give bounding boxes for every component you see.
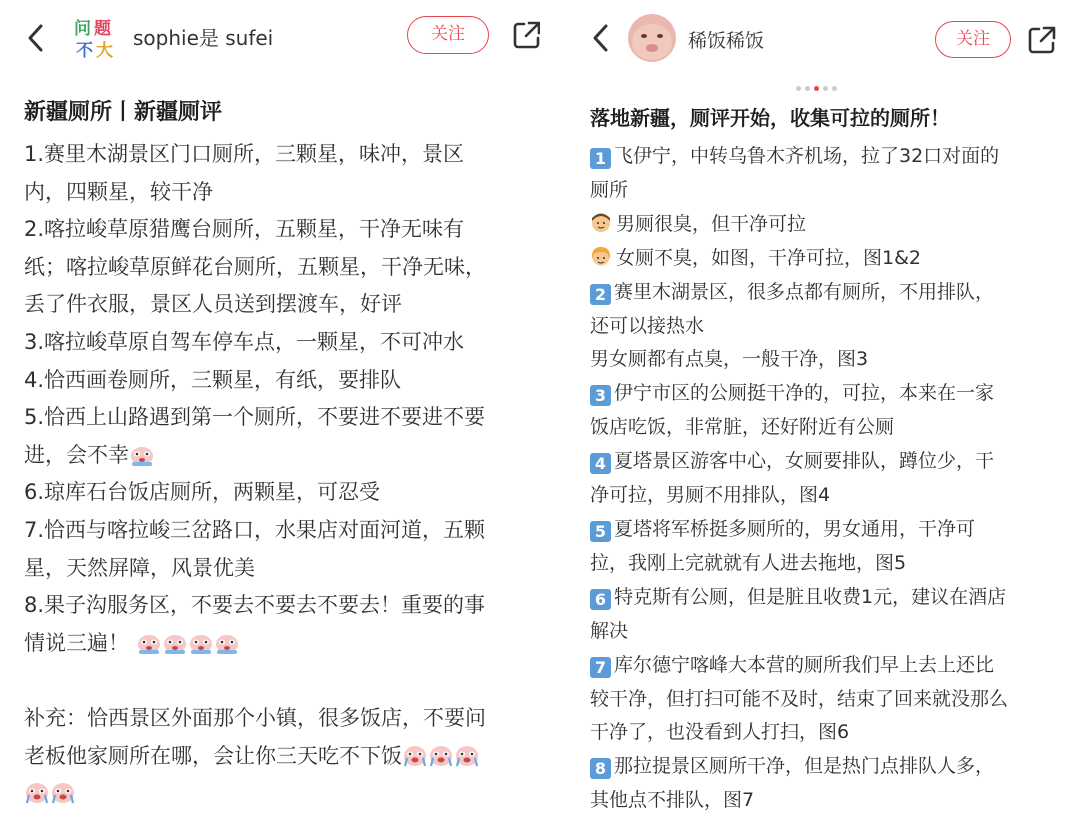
post-title: 新疆厕所丨新疆厕评: [24, 100, 223, 125]
post-line: [590, 377, 1008, 411]
post-line: 其他点不排队，图7: [590, 789, 755, 812]
post-line-text: 库尔德宁喀峰大本营的厕所我们早上去上还比: [614, 653, 995, 676]
post-line: 解决: [590, 619, 629, 642]
avatar[interactable]: [68, 10, 122, 64]
crying-face-emoji-icon: [454, 742, 480, 768]
post-line: 4.恰西画卷厕所，三颗星，有纸，要排队: [24, 367, 402, 392]
man-emoji-icon: [590, 211, 612, 233]
avatar[interactable]: [628, 14, 676, 62]
post-line: [590, 581, 1008, 615]
carousel-dot: [796, 86, 801, 91]
back-arrow-icon[interactable]: [24, 18, 46, 58]
post-line-text: 特克斯有公厕，但是脏且收费1元，建议在酒店: [614, 585, 1007, 608]
post-line: 星，天然屏障，风景优美: [24, 555, 255, 580]
carousel-dot: [805, 86, 810, 91]
crying-face-emoji-icon: [188, 629, 214, 655]
post-line: [590, 140, 1008, 174]
post-line: 8.果子沟服务区，不要去不要去不要去！重要的事: [24, 593, 486, 618]
post-line: 2.喀拉峻草原猎鹰台厕所，五颗星，干净无味有: [24, 217, 465, 242]
post-line: [24, 437, 486, 475]
svg-text:问: 问: [74, 19, 91, 39]
post-body: [24, 136, 486, 813]
crying-face-emoji-icon: [129, 441, 155, 467]
post-line-blank: [24, 662, 486, 700]
number-badge-icon: 3: [590, 385, 611, 406]
post-line: 1.赛里木湖景区门口厕所，三颗星，味冲，景区: [24, 142, 465, 166]
carousel-dot: [823, 86, 828, 91]
carousel-dot: [832, 86, 837, 91]
back-arrow-icon[interactable]: [589, 18, 611, 58]
post-line: 还可以接热水: [590, 314, 705, 337]
number-badge-icon: 1: [590, 148, 611, 169]
post-line-text: 那拉提景区厕所干净，但是热门点排队人多，: [614, 755, 995, 778]
svg-text:不: 不: [76, 41, 93, 61]
post-line: 7.恰西与喀拉峻三岔路口，水果店对面河道，五颗: [24, 517, 486, 542]
post-line: [590, 513, 1008, 547]
follow-button[interactable]: 关注: [407, 16, 489, 54]
post-line-text: 夏塔将军桥挺多厕所的，男女通用，干净可: [614, 517, 976, 540]
post-line: [24, 738, 486, 776]
post-line: [590, 445, 1008, 479]
post-line-text: 伊宁市区的公厕挺干净的，可拉，本来在一家: [614, 382, 995, 405]
post-line: 6.琼库石台饭店厕所，两颗星，可忍受: [24, 480, 381, 505]
post-line: [590, 208, 1008, 242]
number-badge-icon: 8: [590, 758, 611, 779]
crying-face-emoji-icon: [402, 742, 428, 768]
post-line-text: 男厕很臭，但干净可拉: [616, 212, 807, 235]
left-post-header: [0, 0, 540, 76]
post-line: 净可拉，男厕不用排队，图4: [590, 484, 831, 507]
post-line: [590, 276, 1008, 310]
author-name[interactable]: 稀饭稀饭: [688, 30, 765, 52]
carousel-dot-active: [814, 86, 819, 91]
post-line-text: 进，会不幸: [24, 442, 129, 467]
number-badge-icon: 2: [590, 284, 611, 305]
number-badge-icon: 7: [590, 657, 611, 678]
svg-text:题: 题: [94, 19, 111, 39]
crying-face-emoji-icon: [136, 629, 162, 655]
crying-face-emoji-icon: [24, 779, 50, 805]
post-line: 补充：恰西景区外面那个小镇，很多饭店，不要问: [24, 705, 486, 730]
post-line-text: 飞伊宁，中转乌鲁木齐机场，拉了32口对面的: [614, 145, 1000, 167]
number-badge-icon: 5: [590, 521, 611, 542]
post-line: 男女厕都有点臭，一般干净，图3: [590, 348, 869, 371]
post-line: 饭店吃饭，非常脏，还好附近有公厕: [590, 416, 895, 439]
post-line: 拉，我刚上完就就有人进去拖地，图5: [590, 551, 907, 574]
post-line-text: 赛里木湖景区，很多点都有厕所，不用排队，: [614, 280, 995, 303]
post-line: 内，四颗星，较干净: [24, 179, 213, 204]
post-line: [24, 625, 486, 663]
post-line-text: 夏塔景区游客中心，女厕要排队，蹲位少，干: [614, 450, 995, 473]
post-line: 3.喀拉峻草原自驾车停车点，一颗星，不可冲水: [24, 329, 465, 354]
post-line: 干净了，也没看到人打扫，图6: [590, 721, 850, 744]
post-line: 较干净，但打扫可能不及时，结束了回来就没那么: [590, 687, 1009, 710]
follow-button[interactable]: 关注: [935, 21, 1011, 58]
share-icon[interactable]: [1027, 25, 1057, 55]
post-line: [24, 775, 486, 813]
crying-face-emoji-icon: [428, 742, 454, 768]
post-line: 5.恰西上山路遇到第一个厕所，不要进不要进不要: [24, 405, 486, 430]
author-name[interactable]: sophie是 sufei: [133, 26, 274, 50]
number-badge-icon: 6: [590, 589, 611, 610]
crying-face-emoji-icon: [214, 629, 240, 655]
svg-text:大: 大: [96, 41, 113, 61]
post-line: 纸；喀拉峻草原鲜花台厕所，五颗星，干净无味，: [24, 254, 486, 279]
post-title: 落地新疆，厕评开始，收集可拉的厕所！: [590, 106, 950, 130]
post-line: 丢了件衣服，景区人员送到摆渡车，好评: [24, 292, 402, 317]
post-line: 厕所: [590, 178, 629, 201]
post-line: [590, 242, 1008, 276]
post-line: [590, 750, 1008, 784]
crying-face-emoji-icon: [162, 629, 188, 655]
share-icon[interactable]: [512, 20, 540, 50]
crying-face-emoji-icon: [50, 779, 76, 805]
right-post-header: [565, 0, 1080, 76]
post-line: [590, 649, 1008, 683]
post-body: [590, 140, 1008, 818]
number-badge-icon: 4: [590, 453, 611, 474]
image-carousel-indicator: [794, 76, 839, 95]
post-line-text: 女厕不臭，如图，干净可拉，图1&2: [616, 246, 921, 269]
right-post-panel: [565, 0, 1080, 819]
post-line-text: 情说三遍！: [24, 630, 129, 655]
woman-emoji-icon: [590, 245, 612, 267]
post-line-text: 老板他家厕所在哪，会让你三天吃不下饭: [24, 743, 402, 768]
